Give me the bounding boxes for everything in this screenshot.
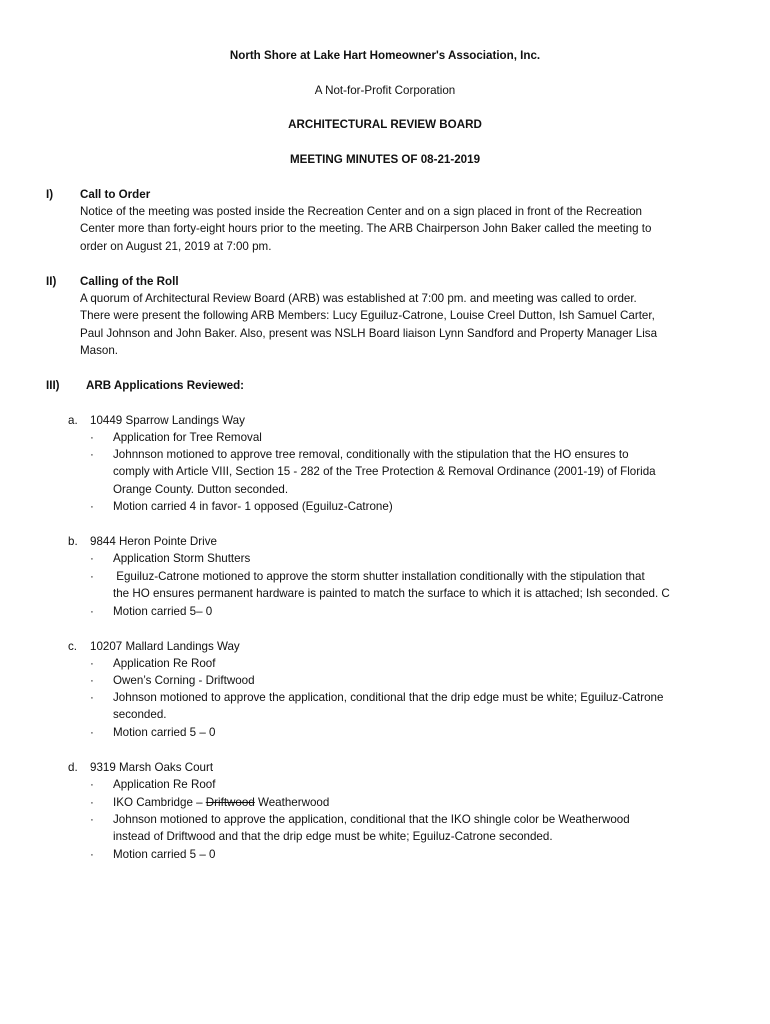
bullet-line: Motion carried 4 in favor- 1 opposed (Eguiluz-Catrone) [113,500,393,513]
bullet-line: Orange County. Dutton seconded. [113,482,289,496]
body-line: Mason. [80,343,119,357]
bullet-marker: · [90,500,94,513]
section-title-roll-call: Calling of the Roll [80,275,179,288]
struck-color: Driftwood [205,796,255,809]
body-line: There were present the following ARB Members: Lucy Eguiluz-Catrone, Louise Creel Dutton, Ish Samuel Carter, [80,309,655,323]
section-title-call-to-order: Call to Order [80,188,151,201]
board-title: ARCHITECTURAL REVIEW BOARD [288,118,482,131]
bullet-line: Application Re Roof [113,778,216,791]
bullet-marker: · [90,691,94,704]
application-letter: c. [68,640,78,653]
bullet-text [113,655,728,672]
bullet-line: the HO ensures permanent hardware is painted to match the surface to which it is attached; Ish seconded. C [113,587,670,601]
section-number: II) [46,275,57,288]
bullet-text [113,603,728,620]
section-body-call-to-order [80,203,720,255]
section-number: III) [46,379,60,392]
application-address: 10207 Mallard Landings Way [90,640,240,653]
body-line: Notice of the meeting was posted inside the Recreation Center and on a sign placed in front of the Recreation [80,205,642,218]
bullet-text [113,429,728,446]
meeting-title: MEETING MINUTES OF 08-21-2019 [289,153,481,166]
bullet-line: instead of Driftwood and that the drip edge must be white; Eguiluz-Catrone seconded. [113,830,553,844]
bullet-line: Motion carried 5 – 0 [113,848,216,861]
bullet-marker: · [90,848,94,861]
bullet-line: Johnnson motioned to approve tree removal, conditionally with the stipulation that the HO ensures to [113,448,629,461]
bullet-line: seconded. [113,708,167,722]
application-address: 9319 Marsh Oaks Court [90,761,214,774]
bullet-marker: · [90,552,94,565]
bullet-line: Application Re Roof [113,657,216,670]
bullet-line: Johnson motioned to approve the application, conditional that the IKO shingle color be Weatherwood [113,813,630,826]
body-line: order on August 21, 2019 at 7:00 pm. [80,239,272,253]
bullet-marker: · [90,570,94,583]
body-line: Center more than forty-eight hours prior to the meeting. The ARB Chairperson John Baker called the meeting to [80,222,652,236]
bullet-line: Johnson motioned to approve the application, conditional that the drip edge must be white; Eguiluz-Catrone [113,691,664,704]
application-letter: b. [68,535,78,548]
bullet-marker: · [90,778,94,791]
bullet-line: Motion carried 5– 0 [113,605,213,618]
bullet-text [113,689,728,724]
application-letter: d. [68,761,78,774]
bullet-marker: · [90,796,94,809]
bullet-text [113,846,728,863]
shingle-color: Weatherwood [254,796,330,809]
bullet-line: Application for Tree Removal [113,431,262,444]
section-number: I) [46,188,54,201]
bullet-line: Eguiluz-Catrone motioned to approve the storm shutter installation conditionally with the stipulation that [113,570,645,583]
application-address: 10449 Sparrow Landings Way [90,414,245,427]
bullet-marker: · [90,674,94,687]
org-subtitle: A Not-for-Profit Corporation [314,84,456,97]
bullet-text [113,672,728,689]
bullet-marker: · [90,813,94,826]
bullet-marker: · [90,657,94,670]
bullet-text [113,498,728,515]
application-address: 9844 Heron Pointe Drive [90,535,217,548]
bullet-text [113,568,728,603]
body-line: A quorum of Architectural Review Board (ARB) was established at 7:00 pm. and meeting was called to order. [80,292,637,305]
application-letter: a. [68,414,78,427]
section-body-roll-call [80,290,720,359]
bullet-text [113,724,728,741]
bullet-line: Owen’s Corning - Driftwood [113,674,255,687]
bullet-marker: · [90,726,94,739]
bullet-line [113,794,728,811]
section-title-applications: ARB Applications Reviewed: [86,379,245,392]
bullet-text [113,446,728,498]
bullet-line: comply with Article VIII, Section 15 - 282 of the Tree Protection & Removal Ordinance (2001-19) of Florida [113,465,656,479]
org-title: North Shore at Lake Hart Homeowner's Association, Inc. [229,49,541,62]
bullet-text [113,794,728,811]
bullet-marker: · [90,448,94,461]
bullet-marker: · [90,605,94,618]
bullet-marker: · [90,431,94,444]
body-line: Paul Johnson and John Baker. Also, present was NSLH Board liaison Lynn Sandford and Property Manager Lisa [80,326,658,340]
bullet-text [113,811,728,846]
bullet-line: Application Storm Shutters [113,552,251,565]
bullet-text [113,550,728,567]
bullet-line: Motion carried 5 – 0 [113,726,216,739]
bullet-text [113,776,728,793]
shingle-brand: IKO Cambridge – [113,796,206,809]
